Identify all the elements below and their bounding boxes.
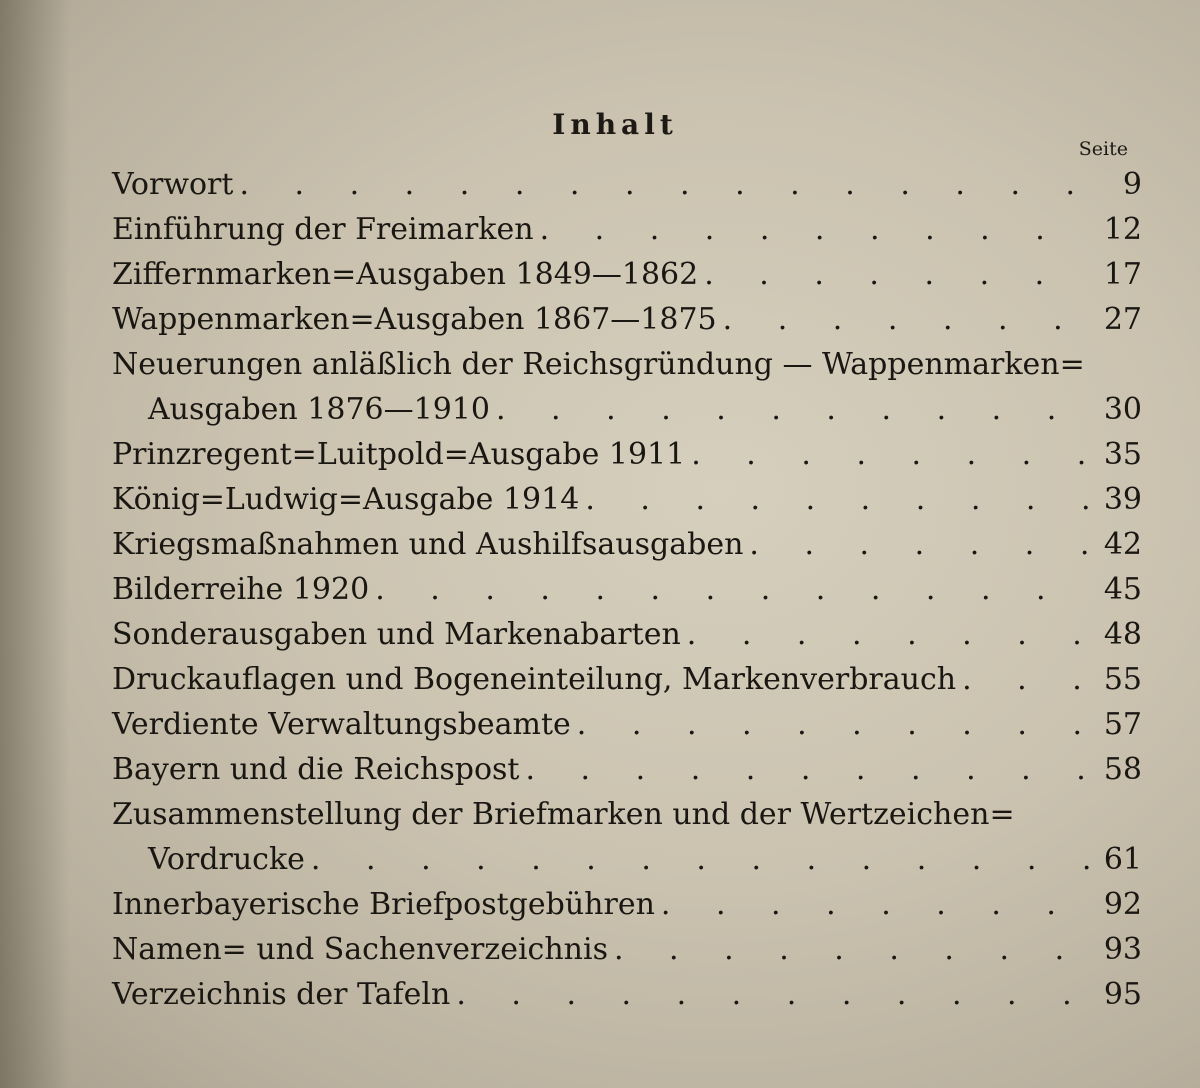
toc-entry-title: Zusammenstellung der Briefmarken und der Wertzeichen= — [112, 797, 1015, 832]
leader-dots — [614, 927, 1090, 972]
toc-entry — [112, 432, 1142, 477]
toc-entry-title: Prinzregent=Luitpold=Ausgabe 1911 — [112, 437, 686, 472]
page-gutter-shadow — [0, 0, 70, 1088]
table-of-contents — [112, 162, 1142, 1017]
toc-entry — [112, 477, 1142, 522]
toc-entry — [112, 657, 1142, 702]
toc-entry — [112, 522, 1142, 567]
toc-entry — [112, 207, 1142, 252]
leader-dots — [661, 882, 1090, 927]
leader-dots — [456, 972, 1090, 1017]
toc-entry-title: Bilderreihe 1920 — [112, 572, 370, 607]
leader-dots — [311, 837, 1090, 882]
toc-entry-line2 — [112, 387, 1142, 432]
toc-entry-page: 30 — [1103, 392, 1142, 427]
leader-dots — [585, 477, 1090, 522]
leader-dots — [962, 657, 1090, 702]
toc-entry — [112, 567, 1142, 612]
leader-dots — [749, 522, 1090, 567]
toc-entry-line1 — [112, 792, 1142, 837]
toc-entry-page: 17 — [1103, 257, 1142, 292]
toc-entry-line1 — [112, 342, 1142, 387]
leader-dots — [577, 702, 1090, 747]
toc-entry-title: Verdiente Verwaltungsbeamte — [112, 707, 571, 742]
toc-entry-title: Sonderausgaben und Markenabarten — [112, 617, 681, 652]
toc-entry-page: 27 — [1103, 302, 1142, 337]
toc-entry-title: Ziffernmarken=Ausgaben 1849—1862 — [112, 257, 699, 292]
toc-entry-page: 45 — [1103, 572, 1142, 607]
toc-entry-line2 — [112, 837, 1142, 882]
leader-dots — [691, 432, 1090, 477]
toc-entry-title: Kriegsmaßnahmen und Aushilfsausgaben — [112, 527, 744, 562]
toc-entry-page: 39 — [1103, 482, 1142, 517]
toc-entry — [112, 702, 1142, 747]
toc-entry — [112, 747, 1142, 792]
toc-entry-page: 12 — [1103, 212, 1142, 247]
toc-entry — [112, 927, 1142, 972]
toc-entry-title: König=Ludwig=Ausgabe 1914 — [112, 482, 580, 517]
toc-entry — [112, 882, 1142, 927]
toc-entry-page: 58 — [1103, 752, 1142, 787]
toc-entry — [112, 972, 1142, 1017]
leader-dots — [540, 207, 1090, 252]
toc-entry-title: Ausgaben 1876—1910 — [148, 392, 490, 427]
toc-entry-title: Verzeichnis der Tafeln — [112, 977, 451, 1012]
toc-entry-title: Vorwort — [112, 167, 234, 202]
toc-entry-page: 93 — [1103, 932, 1142, 967]
toc-entry-title: Innerbayerische Briefpostgebühren — [112, 887, 655, 922]
leader-dots — [525, 747, 1090, 792]
toc-entry — [112, 297, 1142, 342]
page-column-label: Seite — [1078, 138, 1128, 160]
toc-entry-page: 57 — [1103, 707, 1142, 742]
toc-entry — [112, 252, 1142, 297]
toc-entry-title: Wappenmarken=Ausgaben 1867—1875 — [112, 302, 717, 337]
toc-entry — [112, 612, 1142, 657]
toc-entry-page: 48 — [1103, 617, 1142, 652]
toc-entry-title: Vordrucke — [148, 842, 305, 877]
toc-entry-title: Druckauflagen und Bogeneinteilung, Markenverbrauch — [112, 662, 957, 697]
toc-entry-title: Bayern und die Reichspost — [112, 752, 520, 787]
toc-entry-page: 92 — [1103, 887, 1142, 922]
toc-entry-page: 55 — [1103, 662, 1142, 697]
leader-dots — [723, 297, 1090, 342]
leader-dots — [687, 612, 1090, 657]
toc-entry-page: 95 — [1103, 977, 1142, 1012]
page-heading: Inhalt — [552, 108, 678, 141]
leader-dots — [239, 162, 1090, 207]
toc-entry-page: 42 — [1103, 527, 1142, 562]
leader-dots — [704, 252, 1090, 297]
toc-entry-page: 35 — [1103, 437, 1142, 472]
leader-dots — [496, 387, 1090, 432]
toc-entry-title: Namen= und Sachenverzeichnis — [112, 932, 608, 967]
leader-dots — [375, 567, 1090, 612]
toc-entry — [112, 162, 1142, 207]
toc-entry-title: Einführung der Freimarken — [112, 212, 534, 247]
toc-entry-title: Neuerungen anläßlich der Reichsgründung — Wappenmarken= — [112, 347, 1085, 382]
toc-entry-page: 9 — [1122, 167, 1142, 202]
toc-entry-page: 61 — [1103, 842, 1142, 877]
